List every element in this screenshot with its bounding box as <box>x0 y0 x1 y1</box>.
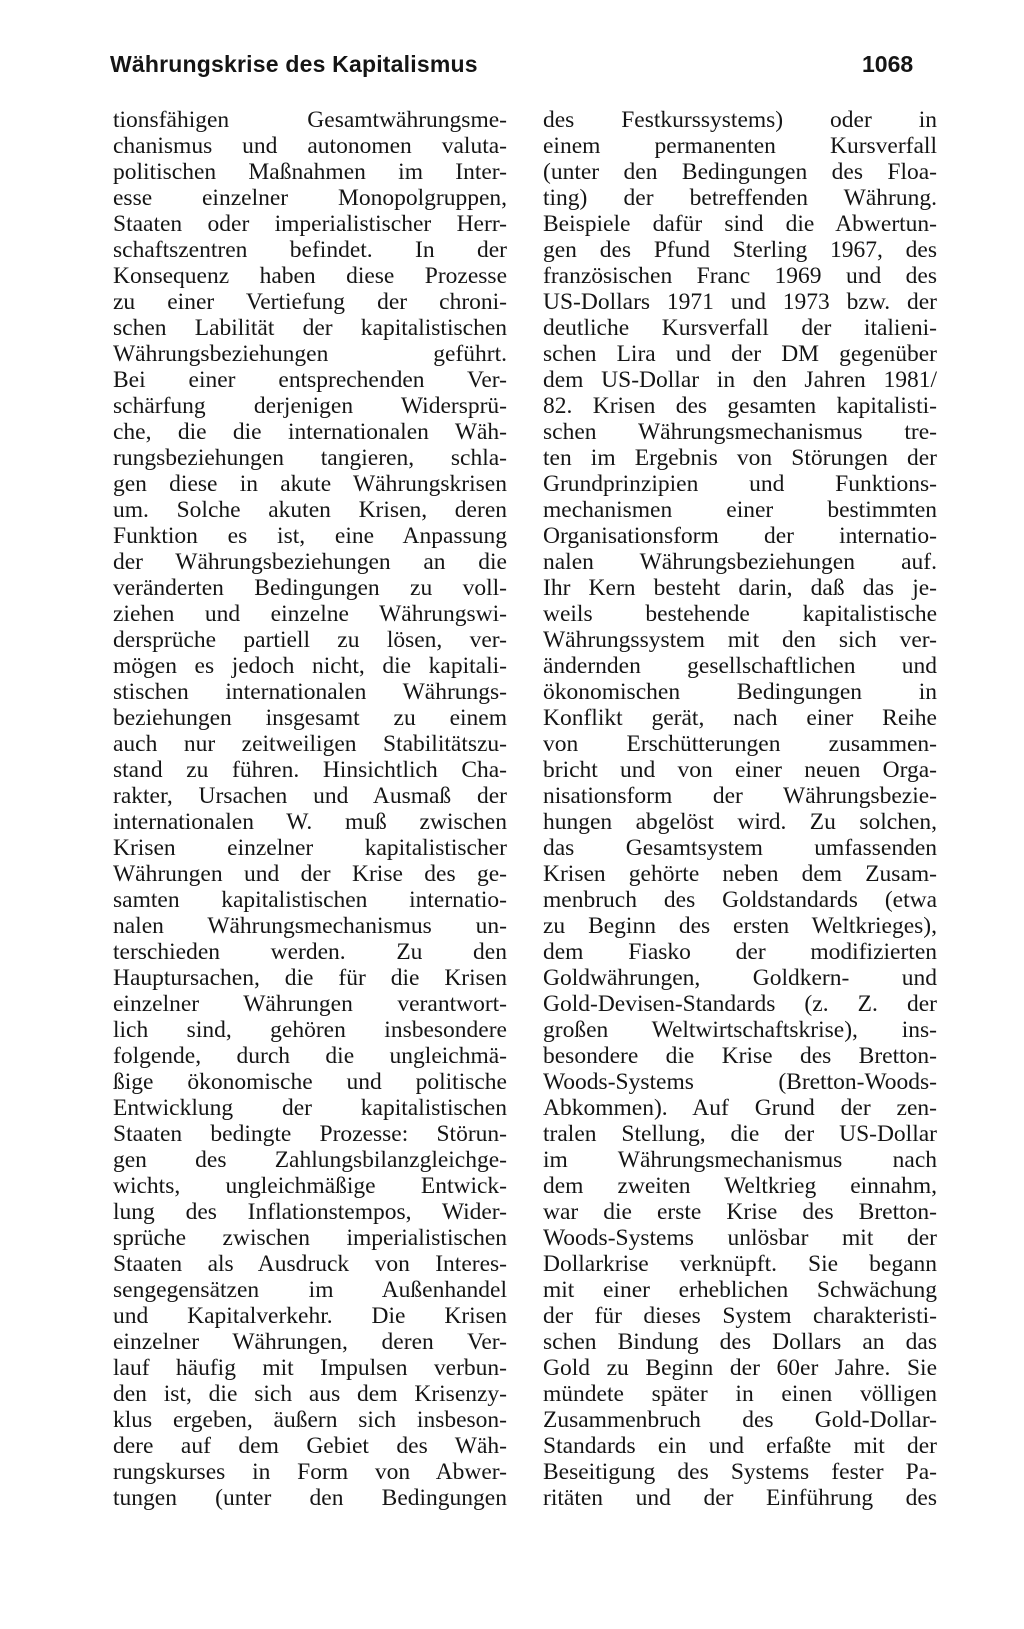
text-line: Gold-Devisen-Standards (z. Z. der <box>543 991 937 1017</box>
text-line: Staaten als Ausdruck von Interes- <box>113 1251 507 1277</box>
text-line: ritäten und der Einführung des <box>543 1485 937 1511</box>
text-line: dem US-Dollar in den Jahren 1981/ <box>543 367 937 393</box>
text-line: Standards ein und erfaßte mit der <box>543 1433 937 1459</box>
text-line: schen Währungsmechanismus tre- <box>543 419 937 445</box>
text-line: stand zu führen. Hinsichtlich Cha- <box>113 757 507 783</box>
text-line: lauf häufig mit Impulsen verbun- <box>113 1355 507 1381</box>
text-line: Ihr Kern besteht darin, daß das je- <box>543 575 937 601</box>
text-line: rungskurses in Form von Abwer- <box>113 1459 507 1485</box>
text-line: Goldwährungen, Goldkern- und <box>543 965 937 991</box>
text-line: Währungsbeziehungen geführt. <box>113 341 507 367</box>
text-line: großen Weltwirtschaftskrise), ins- <box>543 1017 937 1043</box>
text-line: hungen abgelöst wird. Zu solchen, <box>543 809 937 835</box>
text-line: menbruch des Goldstandards (etwa <box>543 887 937 913</box>
text-line: zu einer Vertiefung der chroni- <box>113 289 507 315</box>
text-line: einem permanenten Kursverfall <box>543 133 937 159</box>
text-line: von Erschütterungen zusammen- <box>543 731 937 757</box>
text-line: besondere die Krise des Bretton- <box>543 1043 937 1069</box>
text-line: mögen es jedoch nicht, die kapitali- <box>113 653 507 679</box>
text-line: Währungen und der Krise des ge- <box>113 861 507 887</box>
text-line: schärfung derjenigen Widersprü- <box>113 393 507 419</box>
text-line: politischen Maßnahmen im Inter- <box>113 159 507 185</box>
text-line: ziehen und einzelne Währungswi- <box>113 601 507 627</box>
text-line: einzelner Währungen verantwort- <box>113 991 507 1017</box>
text-line: dersprüche partiell zu lösen, ver- <box>113 627 507 653</box>
text-line: einzelner Währungen, deren Ver- <box>113 1329 507 1355</box>
text-line: gen des Zahlungsbilanzgleichge- <box>113 1147 507 1173</box>
text-line: Woods-Systems (Bretton-Woods- <box>543 1069 937 1095</box>
text-line: rakter, Ursachen und Ausmaß der <box>113 783 507 809</box>
text-line: dem zweiten Weltkrieg einnahm, <box>543 1173 937 1199</box>
text-line: französischen Franc 1969 und des <box>543 263 937 289</box>
text-line: folgende, durch die ungleichmä- <box>113 1043 507 1069</box>
text-line: Krisen gehörte neben dem Zusam- <box>543 861 937 887</box>
text-line: mündete später in einen völligen <box>543 1381 937 1407</box>
text-line: mechanismen einer bestimmten <box>543 497 937 523</box>
text-line: der für dieses System charakteristi- <box>543 1303 937 1329</box>
text-line: schen Bindung des Dollars an das <box>543 1329 937 1355</box>
text-line: schen Lira und der DM gegenüber <box>543 341 937 367</box>
text-line: tungen (unter den Bedingungen <box>113 1485 507 1511</box>
text-line: samten kapitalistischen internatio- <box>113 887 507 913</box>
text-line: 82. Krisen des gesamten kapitalisti- <box>543 393 937 419</box>
text-line: den ist, die sich aus dem Krisenzy- <box>113 1381 507 1407</box>
text-line: Währungssystem mit den sich ver- <box>543 627 937 653</box>
text-line: nalen Währungsbeziehungen auf. <box>543 549 937 575</box>
text-line: Krisen einzelner kapitalistischer <box>113 835 507 861</box>
text-line: klus ergeben, äußern sich insbeson- <box>113 1407 507 1433</box>
text-line: im Währungsmechanismus nach <box>543 1147 937 1173</box>
text-line: bricht und von einer neuen Orga- <box>543 757 937 783</box>
text-line: US-Dollars 1971 und 1973 bzw. der <box>543 289 937 315</box>
text-line: des Festkurssystems) oder in <box>543 107 937 133</box>
text-line: tionsfähigen Gesamtwährungsme- <box>113 107 507 133</box>
text-line: esse einzelner Monopolgruppen, <box>113 185 507 211</box>
text-line: um. Solche akuten Krisen, deren <box>113 497 507 523</box>
text-line: nisationsform der Währungsbezie- <box>543 783 937 809</box>
text-line: internationalen W. muß zwischen <box>113 809 507 835</box>
text-line: sengegensätzen im Außenhandel <box>113 1277 507 1303</box>
text-line: dere auf dem Gebiet des Wäh- <box>113 1433 507 1459</box>
text-line: deutliche Kursverfall der italieni- <box>543 315 937 341</box>
text-line: und Kapitalverkehr. Die Krisen <box>113 1303 507 1329</box>
page-header-title: Währungskrise des Kapitalismus <box>110 51 478 77</box>
text-line: terschieden werden. Zu den <box>113 939 507 965</box>
right-text-column <box>543 107 937 1511</box>
text-line: schaftszentren befindet. In der <box>113 237 507 263</box>
text-line: wichts, ungleichmäßige Entwick- <box>113 1173 507 1199</box>
text-line: lung des Inflationstempos, Wider- <box>113 1199 507 1225</box>
text-line: Entwicklung der kapitalistischen <box>113 1095 507 1121</box>
text-line: zu Beginn des ersten Weltkrieges), <box>543 913 937 939</box>
text-line: ting) der betreffenden Währung. <box>543 185 937 211</box>
text-line: ändernden gesellschaftlichen und <box>543 653 937 679</box>
text-line: gen des Pfund Sterling 1967, des <box>543 237 937 263</box>
text-line: lich sind, gehören insbesondere <box>113 1017 507 1043</box>
text-line: (unter den Bedingungen des Floa- <box>543 159 937 185</box>
text-line: Hauptursachen, die für die Krisen <box>113 965 507 991</box>
text-line: Bei einer entsprechenden Ver- <box>113 367 507 393</box>
text-line: beziehungen insgesamt zu einem <box>113 705 507 731</box>
text-line: Woods-Systems unlösbar mit der <box>543 1225 937 1251</box>
text-line: schen Labilität der kapitalistischen <box>113 315 507 341</box>
text-line: veränderten Bedingungen zu voll- <box>113 575 507 601</box>
text-line: Abkommen). Auf Grund der zen- <box>543 1095 937 1121</box>
text-line: Dollarkrise verknüpft. Sie begann <box>543 1251 937 1277</box>
text-line: weils bestehende kapitalistische <box>543 601 937 627</box>
text-line: Staaten bedingte Prozesse: Störun- <box>113 1121 507 1147</box>
text-line: Zusammenbruch des Gold-Dollar- <box>543 1407 937 1433</box>
text-line: chanismus und autonomen valuta- <box>113 133 507 159</box>
text-line: sprüche zwischen imperialistischen <box>113 1225 507 1251</box>
text-line: ßige ökonomische und politische <box>113 1069 507 1095</box>
text-line: rungsbeziehungen tangieren, schla- <box>113 445 507 471</box>
text-line: mit einer erheblichen Schwächung <box>543 1277 937 1303</box>
page-number: 1068 <box>862 51 914 77</box>
text-line: Beispiele dafür sind die Abwertun- <box>543 211 937 237</box>
text-line: Organisationsform der internatio- <box>543 523 937 549</box>
text-line: dem Fiasko der modifizierten <box>543 939 937 965</box>
text-line: gen diese in akute Währungskrisen <box>113 471 507 497</box>
text-line: Funktion es ist, eine Anpassung <box>113 523 507 549</box>
text-line: Konsequenz haben diese Prozesse <box>113 263 507 289</box>
text-line: Konflikt gerät, nach einer Reihe <box>543 705 937 731</box>
text-line: tralen Stellung, die der US-Dollar <box>543 1121 937 1147</box>
text-line: Beseitigung des Systems fester Pa- <box>543 1459 937 1485</box>
left-text-column <box>113 107 507 1511</box>
text-line: der Währungsbeziehungen an die <box>113 549 507 575</box>
text-line: stischen internationalen Währungs- <box>113 679 507 705</box>
text-line: Grundprinzipien und Funktions- <box>543 471 937 497</box>
text-line: ten im Ergebnis von Störungen der <box>543 445 937 471</box>
text-line: ökonomischen Bedingungen in <box>543 679 937 705</box>
text-line: auch nur zeitweiligen Stabilitätszu- <box>113 731 507 757</box>
text-line: Staaten oder imperialistischer Herr- <box>113 211 507 237</box>
text-line: che, die die internationalen Wäh- <box>113 419 507 445</box>
text-line: das Gesamtsystem umfassenden <box>543 835 937 861</box>
text-line: Gold zu Beginn der 60er Jahre. Sie <box>543 1355 937 1381</box>
text-line: war die erste Krise des Bretton- <box>543 1199 937 1225</box>
text-line: nalen Währungsmechanismus un- <box>113 913 507 939</box>
